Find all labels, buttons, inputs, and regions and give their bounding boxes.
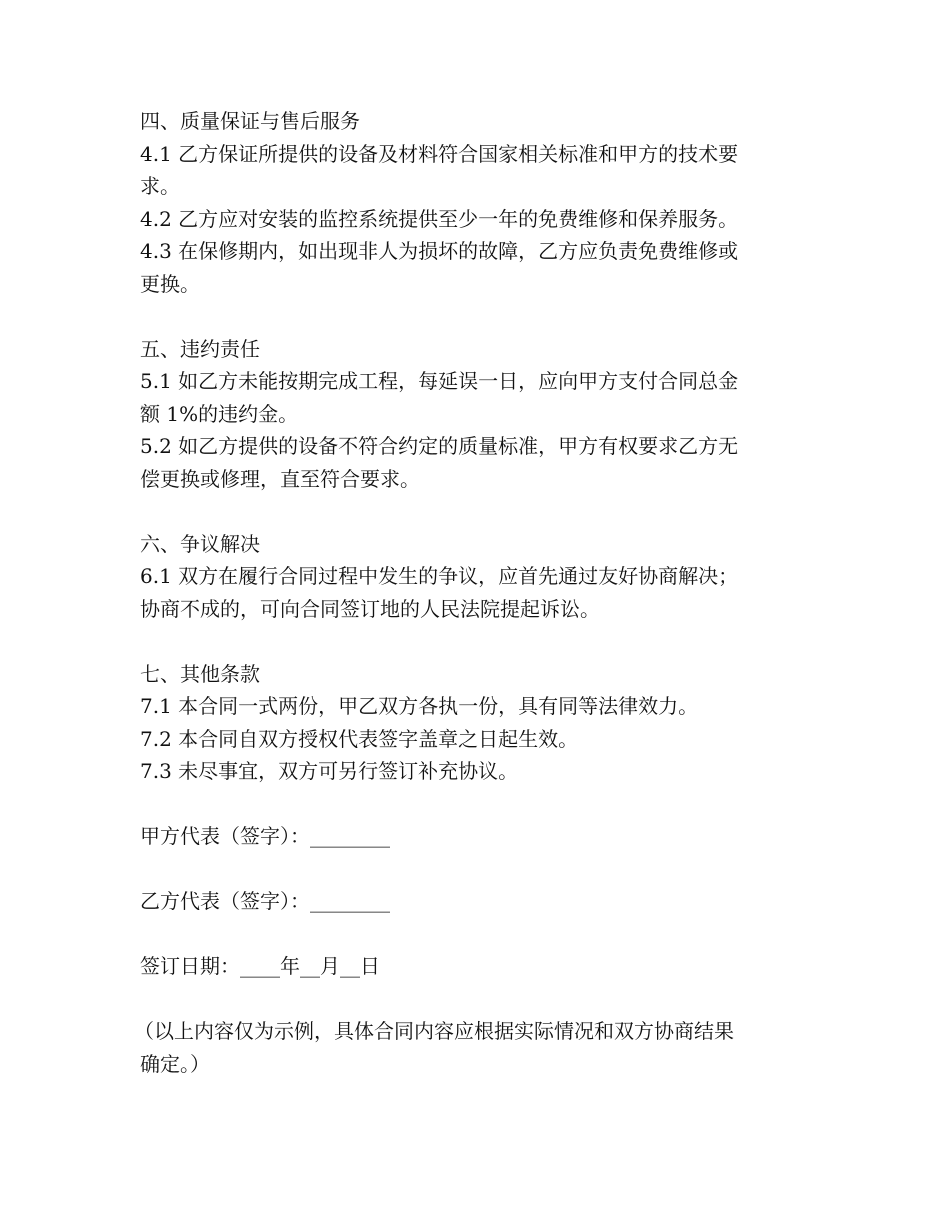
clause-4-3-line-1: 4.3 在保修期内，如出现非人为损坏的故障，乙方应负责免费维修或 [140,239,739,263]
paragraph-gap [140,300,800,333]
clause-7-1-line-1: 7.1 本合同一式两份，甲乙双方各执一份，具有同等法律效力。 [140,694,699,718]
disclaimer-note [134,1015,800,1080]
paragraph-gap [140,495,800,528]
paragraph-gap [140,983,800,1016]
signing-date-line: 签订日期：____年__月__日 [140,954,380,978]
clause-7-3-line-1: 7.3 未尽事宜，双方可另行签订补充协议。 [140,759,519,783]
clause-4-2-line-1: 4.2 乙方应对安装的监控系统提供至少一年的免费维修和保养服务。 [140,206,739,231]
paragraph-gap [140,625,800,658]
paragraph-gap [140,918,800,951]
section-6-heading: 六、争议解决 [140,531,260,556]
clause-4-3-line-2: 更换。 [140,271,200,296]
clause-7-2-line-1: 7.2 本合同自双方授权代表签字盖章之日起生效。 [140,726,579,751]
disclaimer-line-1: （以上内容仅为示例，具体合同内容应根据实际情况和双方协商结果 [134,1019,734,1043]
clause-6-1-line-1: 6.1 双方在履行合同过程中发生的争议，应首先通过友好协商解决； [140,564,739,588]
clause-5-2-line-1: 5.2 如乙方提供的设备不符合约定的质量标准，甲方有权要求乙方无 [140,434,739,458]
section-5-heading: 五、违约责任 [140,336,260,361]
clause-5-2-line-2: 偿更换或修理，直至符合要求。 [140,466,420,491]
section-7 [140,658,800,788]
clause-6-1-line-2: 协商不成的，可向合同签订地的人民法院提起诉讼。 [140,596,600,621]
party-b-signature-line: 乙方代表（签字）：________ [140,889,390,913]
paragraph-gap [140,853,800,886]
section-5 [140,333,800,496]
section-4 [140,105,800,300]
disclaimer-line-2: 确定。） [140,1051,210,1076]
clause-4-1-line-2: 求。 [140,174,180,198]
paragraph-gap [140,788,800,821]
section-6 [140,528,800,626]
clause-4-1-line-1: 4.1 乙方保证所提供的设备及材料符合国家相关标准和甲方的技术要 [140,141,739,166]
party-a-signature-line: 甲方代表（签字）：________ [140,824,390,848]
clause-5-1-line-1: 5.1 如乙方未能按期完成工程，每延误一日，应向甲方支付合同总金 [140,369,739,393]
section-7-heading: 七、其他条款 [140,661,260,686]
section-4-heading: 四、质量保证与售后服务 [140,109,360,133]
contract-document [134,105,800,1080]
clause-5-1-line-2: 额 1%的违约金。 [140,401,299,426]
